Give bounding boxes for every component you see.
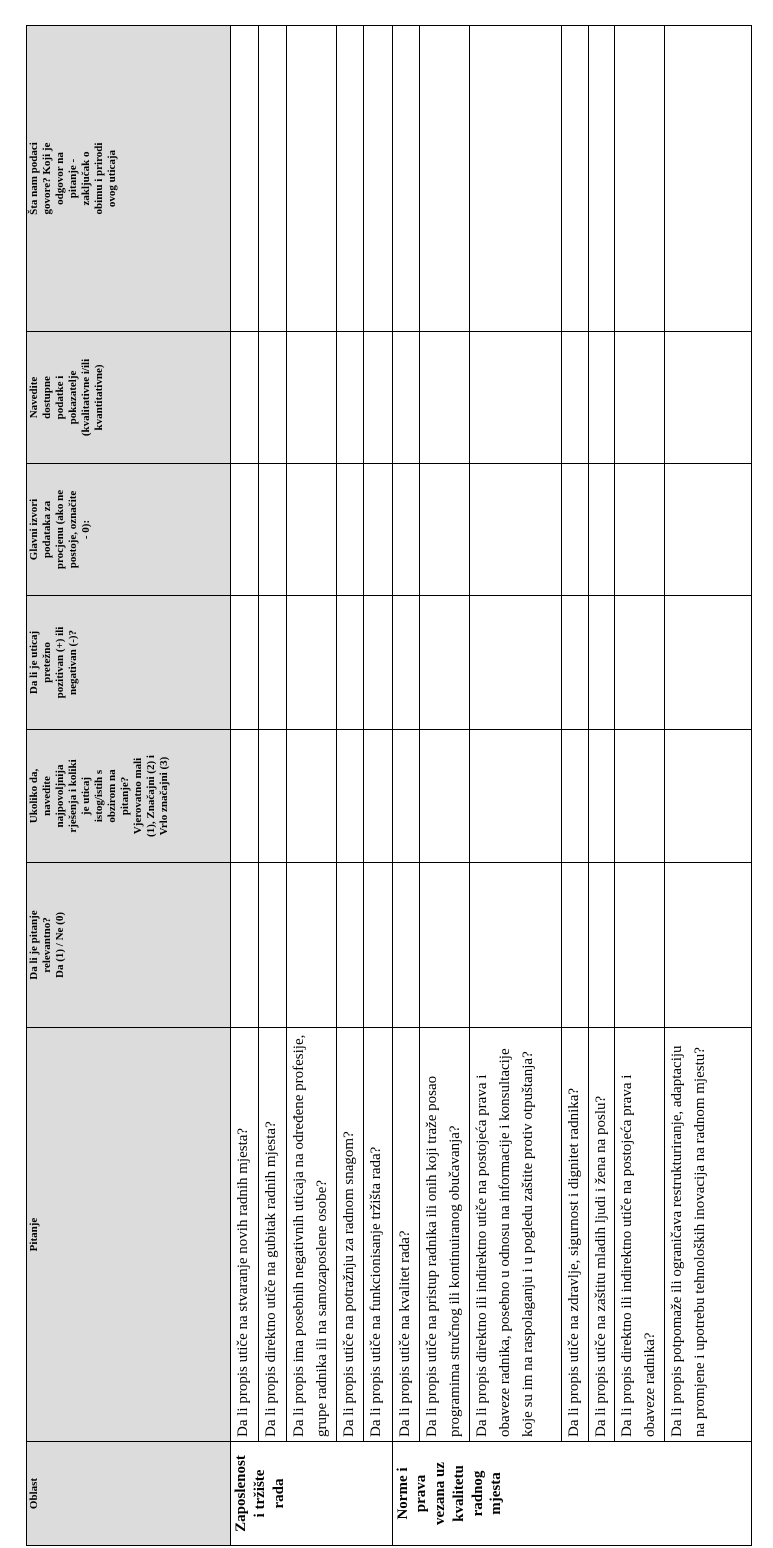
answer-cell [392, 464, 419, 596]
answer-cell [419, 863, 469, 1028]
answer-cell [562, 464, 588, 596]
answer-cell [337, 730, 364, 863]
answer-cell [231, 464, 259, 596]
answer-cell [259, 332, 287, 464]
table-row [337, 26, 364, 1546]
answer-cell [392, 730, 419, 863]
answer-cell [287, 332, 337, 464]
question-cell: Da li propis utiče na funkcionisanje tržišta rada? [364, 1028, 392, 1442]
answer-cell [469, 332, 561, 464]
answer-cell [588, 730, 614, 863]
answer-cell [337, 596, 364, 730]
answer-cell [469, 596, 561, 730]
answer-cell [337, 464, 364, 596]
answer-cell [614, 26, 664, 332]
answer-cell [287, 730, 337, 863]
table-row [231, 26, 259, 1546]
table-row [419, 26, 469, 1546]
header-area: Oblast [27, 1442, 231, 1546]
answer-cell [337, 26, 364, 332]
answer-cell [562, 332, 588, 464]
table-row [392, 26, 419, 1546]
answer-cell [664, 464, 751, 596]
answer-cell [364, 863, 392, 1028]
answer-cell [419, 464, 469, 596]
answer-cell [392, 863, 419, 1028]
answer-cell [287, 464, 337, 596]
answer-cell [419, 332, 469, 464]
answer-cell [364, 596, 392, 730]
answer-cell [337, 332, 364, 464]
answer-cell [259, 730, 287, 863]
table-row [364, 26, 392, 1546]
answer-cell [588, 464, 614, 596]
answer-cell [392, 26, 419, 332]
question-cell: Da li propis utiče na zaštitu mladih ljudi i žena na poslu? [588, 1028, 614, 1442]
header-options: Ukoliko da, navedite najpovoljnija rješenja i koliki je uticaj istog/istih s obzirom na pitanje? Vjerovatno mali (1), Značajni (2) i Vrlo značajni (3) [27, 730, 231, 863]
answer-cell [364, 332, 392, 464]
answer-cell [364, 464, 392, 596]
answer-cell [287, 596, 337, 730]
answer-cell [614, 863, 664, 1028]
table-row [664, 26, 751, 1546]
answer-cell [231, 596, 259, 730]
answer-cell [664, 596, 751, 730]
answer-cell [364, 730, 392, 863]
answer-cell [614, 596, 664, 730]
answer-cell [588, 332, 614, 464]
header-question: Pitanje [27, 1028, 231, 1442]
answer-cell [231, 863, 259, 1028]
answer-cell [588, 26, 614, 332]
answer-cell [562, 730, 588, 863]
answer-cell [614, 730, 664, 863]
answer-cell [588, 596, 614, 730]
answer-cell [287, 863, 337, 1028]
rotated-page [26, 26, 752, 1546]
answer-cell [562, 863, 588, 1028]
area-employment: Zaposlenost i tržište rada [231, 1442, 393, 1546]
answer-cell [259, 596, 287, 730]
answer-cell [337, 863, 364, 1028]
answer-cell [664, 332, 751, 464]
question-cell: Da li propis utiče na kvalitet rada? [392, 1028, 419, 1442]
answer-cell [469, 464, 561, 596]
question-cell: Da li propis direktno utiče na gubitak radnih mjesta? [259, 1028, 287, 1442]
answer-cell [469, 26, 561, 332]
answer-cell [259, 863, 287, 1028]
answer-cell [419, 26, 469, 332]
impact-assessment-table [26, 25, 752, 1546]
question-cell: Da li propis utiče na potražnju za radnom snagom? [337, 1028, 364, 1442]
answer-cell [469, 730, 561, 863]
question-cell: Da li propis utiče na zdravlje, sigurnost i dignitet radnika? [562, 1028, 588, 1442]
table-row [287, 26, 337, 1546]
answer-cell [664, 26, 751, 332]
answer-cell [287, 26, 337, 332]
answer-cell [614, 464, 664, 596]
area-work-quality: Norme i prava vezana uz kvalitetu radnog mjesta [392, 1442, 751, 1546]
question-cell: Da li propis utiče na stvaranje novih radnih mjesta? [231, 1028, 259, 1442]
answer-cell [664, 863, 751, 1028]
question-cell: Da li propis direktno ili indirektno utiče na postojeća prava i obaveze radnika, posebno u odnosu na informacije i konsultacije koje su im na raspolaganju i u pogledu zaštite protiv otpuštanja? [469, 1028, 561, 1442]
table-row [562, 26, 588, 1546]
header-sources: Glavni izvori podataka za procjenu (ako ne postoje, označite - 0): [27, 464, 231, 596]
answer-cell [231, 332, 259, 464]
table-row [614, 26, 664, 1546]
answer-cell [419, 596, 469, 730]
answer-cell [469, 863, 561, 1028]
answer-cell [392, 332, 419, 464]
question-cell: Da li propis potpomaže ili ograničava restrukturiranje, adaptaciju na promjene i upotrebu tehnoloških inovacija na radnom mjestu? [664, 1028, 751, 1442]
answer-cell [259, 26, 287, 332]
answer-cell [419, 730, 469, 863]
answer-cell [231, 26, 259, 332]
answer-cell [392, 596, 419, 730]
header-data: Navedite dostupne podatke i pokazatelje (kvalitativne i/ili kvantitativne) [27, 332, 231, 464]
answer-cell [614, 332, 664, 464]
question-cell: Da li propis direktno ili indirektno utiče na postojeća prava i obaveze radnika? [614, 1028, 664, 1442]
header-impact: Da li je uticaj pretežno pozitivan (+) ili negativan (-)? [27, 596, 231, 730]
table-row [259, 26, 287, 1546]
answer-cell [588, 863, 614, 1028]
header-conclusion: Šta nam podaci govore? Koji je odgovor na pitanje - zaključak o obimu i prirodi ovog uticaja [27, 26, 231, 332]
answer-cell [259, 464, 287, 596]
header-row [27, 26, 231, 1546]
table-row [588, 26, 614, 1546]
answer-cell [364, 26, 392, 332]
question-cell: Da li propis ima posebnih negativnih uticaja na određene profesije, grupe radnika ili na samozaposlene osobe? [287, 1028, 337, 1442]
answer-cell [231, 730, 259, 863]
answer-cell [562, 26, 588, 332]
question-cell: Da li propis utiče na pristup radnika ili onih koji traže posao programima stručnog ili kontinuiranog obučavanja? [419, 1028, 469, 1442]
answer-cell [562, 596, 588, 730]
answer-cell [664, 730, 751, 863]
table-row [469, 26, 561, 1546]
header-relevant: Da li je pitanje relevantno? Da (1) / Ne (0) [27, 863, 231, 1028]
